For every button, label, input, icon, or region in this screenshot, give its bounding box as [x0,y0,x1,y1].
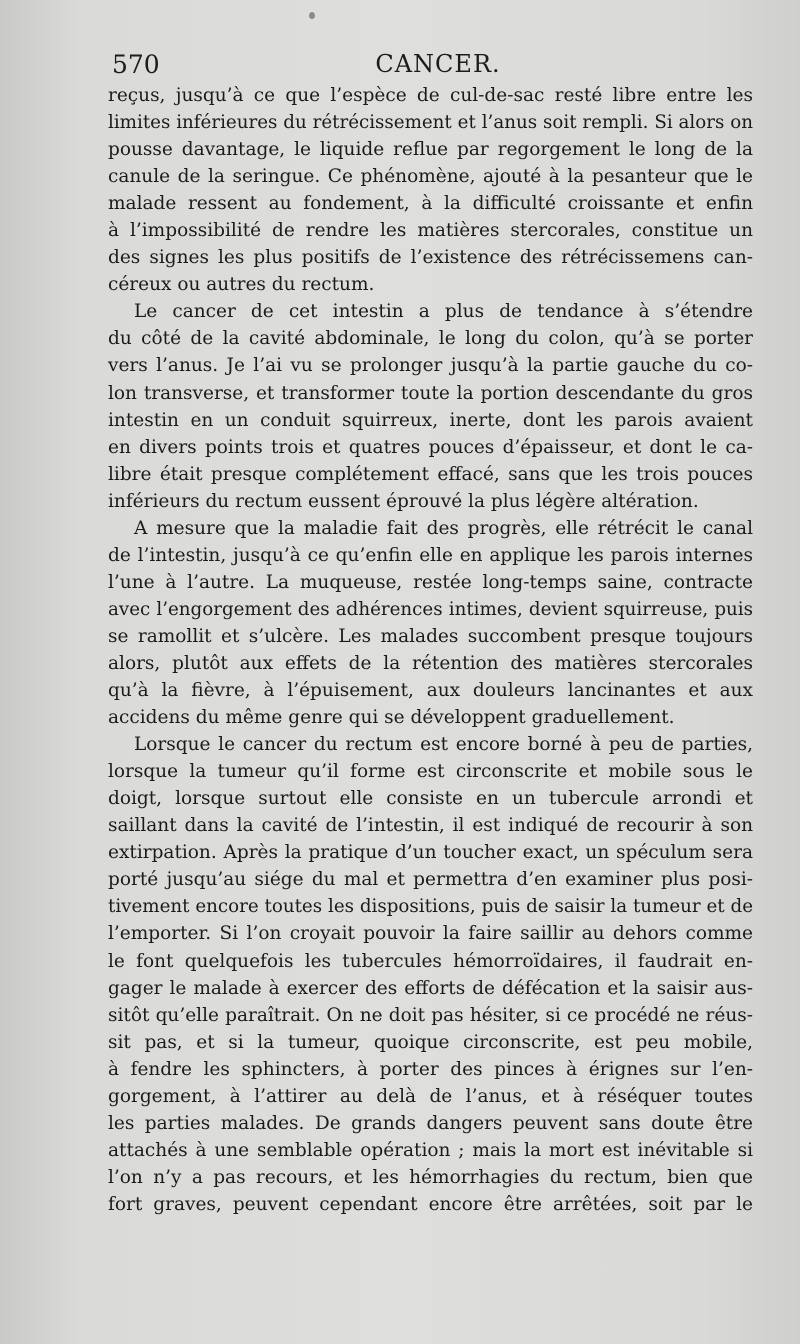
text-line: attachés à une semblable opération ; mais la mort est inévitable si [108,1139,753,1161]
text-line: avec l’engorgement des adhérences intimes, devient squirreuse, puis [108,598,753,620]
text-line: sit pas, et si la tumeur, quoique circonscrite, est peu mobile, [108,1031,753,1053]
text-line: limites inférieures du rétrécissement et l’anus soit rempli. Si alors on [108,112,753,134]
text-line: alors, plutôt aux effets de la rétention des matières stercorales [108,652,753,674]
page-number: 570 [112,50,160,79]
text-line: à fendre les sphincters, à porter des pinces à érignes sur l’en- [108,1058,753,1080]
text-line: libre était presque complétement effacé, sans que les trois pouces [108,463,753,485]
text-line: reçus, jusqu’à ce que l’espèce de cul-de-sac resté libre entre les [108,85,753,106]
paragraph [108,298,753,514]
text-line: lorsque la tumeur qu’il forme est circonscrite et mobile sous le [108,761,753,783]
body-text [108,82,753,1218]
text-line: tivement encore toutes les dispositions, puis de saisir la tumeur et de [108,896,753,918]
text-line: le font quelquefois les tubercules hémorroïdaires, il faudrait en- [108,950,753,972]
text-line: fort graves, peuvent cependant encore être arrêtées, soit par le [108,1193,753,1215]
text-line: malade ressent au fondement, à la difficulté croissante et enfin [108,193,753,215]
text-line: pousse davantage, le liquide reflue par regorgement le long de la [108,139,753,161]
text-line: doigt, lorsque surtout elle consiste en un tubercule arrondi et [108,788,753,810]
text-line: lon transverse, et transformer toute la portion descendante du gros [108,382,753,404]
page-header [108,44,768,84]
text-line: du côté de la cavité abdominale, le long du colon, qu’à se porter [108,328,753,350]
ink-speck [309,12,315,19]
text-line: intestin en un conduit squirreux, inerte, dont les parois avaient [108,409,753,431]
text-line: gorgement, à l’attirer au delà de l’anus, et à réséquer toutes [108,1085,753,1107]
text-line: à l’impossibilité de rendre les matières stercorales, constitue un [108,220,753,242]
text-line: l’on n’y a pas recours, et les hémorrhagies du rectum, bien que [108,1166,753,1188]
paragraph [108,731,753,1218]
text-line: de l’intestin, jusqu’à ce qu’enfin elle en applique les parois internes [108,544,753,566]
text-line: les parties malades. De grands dangers peuvent sans doute être [108,1112,753,1134]
text-line: qu’à la fièvre, à l’épuisement, aux douleurs lancinantes et aux [108,680,753,702]
text-line: A mesure que la maladie fait des progrès, elle rétrécit le canal [134,517,753,539]
text-line: Lorsque le cancer du rectum est encore borné à peu de parties, [134,734,753,756]
text-line: céreux ou autres du rectum. [108,274,375,296]
text-line: saillant dans la cavité de l’intestin, il est indiqué de recourir à son [108,815,753,837]
text-line: l’une à l’autre. La muqueuse, restée long-temps saine, contracte [108,571,753,593]
text-line: l’emporter. Si l’on croyait pouvoir la faire saillir au dehors comme [108,923,753,945]
paragraph [108,515,753,731]
text-line: porté jusqu’au siége du mal et permettra d’en examiner plus posi- [108,869,753,891]
paragraph [108,82,753,298]
text-line: vers l’anus. Je l’ai vu se prolonger jusqu’à la partie gauche du co- [108,355,753,377]
text-line: des signes les plus positifs de l’existence des rétrécissemens can- [108,247,753,269]
text-line: sitôt qu’elle paraîtrait. On ne doit pas hésiter, si ce procédé ne réus- [108,1004,753,1026]
text-line: Le cancer de cet intestin a plus de tendance à s’étendre [134,301,753,323]
text-line: se ramollit et s’ulcère. Les malades succombent presque toujours [108,625,753,647]
text-line: canule de la seringue. Ce phénomène, ajouté à la pesanteur que le [108,166,753,188]
text-line: gager le malade à exercer des efforts de défécation et la saisir aus- [108,977,753,999]
text-line: extirpation. Après la pratique d’un toucher exact, un spéculum sera [108,842,753,864]
text-line: inférieurs du rectum eussent éprouvé la plus légère altération. [108,490,699,512]
text-line: en divers points trois et quatres pouces d’épaisseur, et dont le ca- [108,436,753,458]
running-title: CANCER. [375,50,501,78]
text-line: accidens du même genre qui se développent graduellement. [108,707,675,729]
